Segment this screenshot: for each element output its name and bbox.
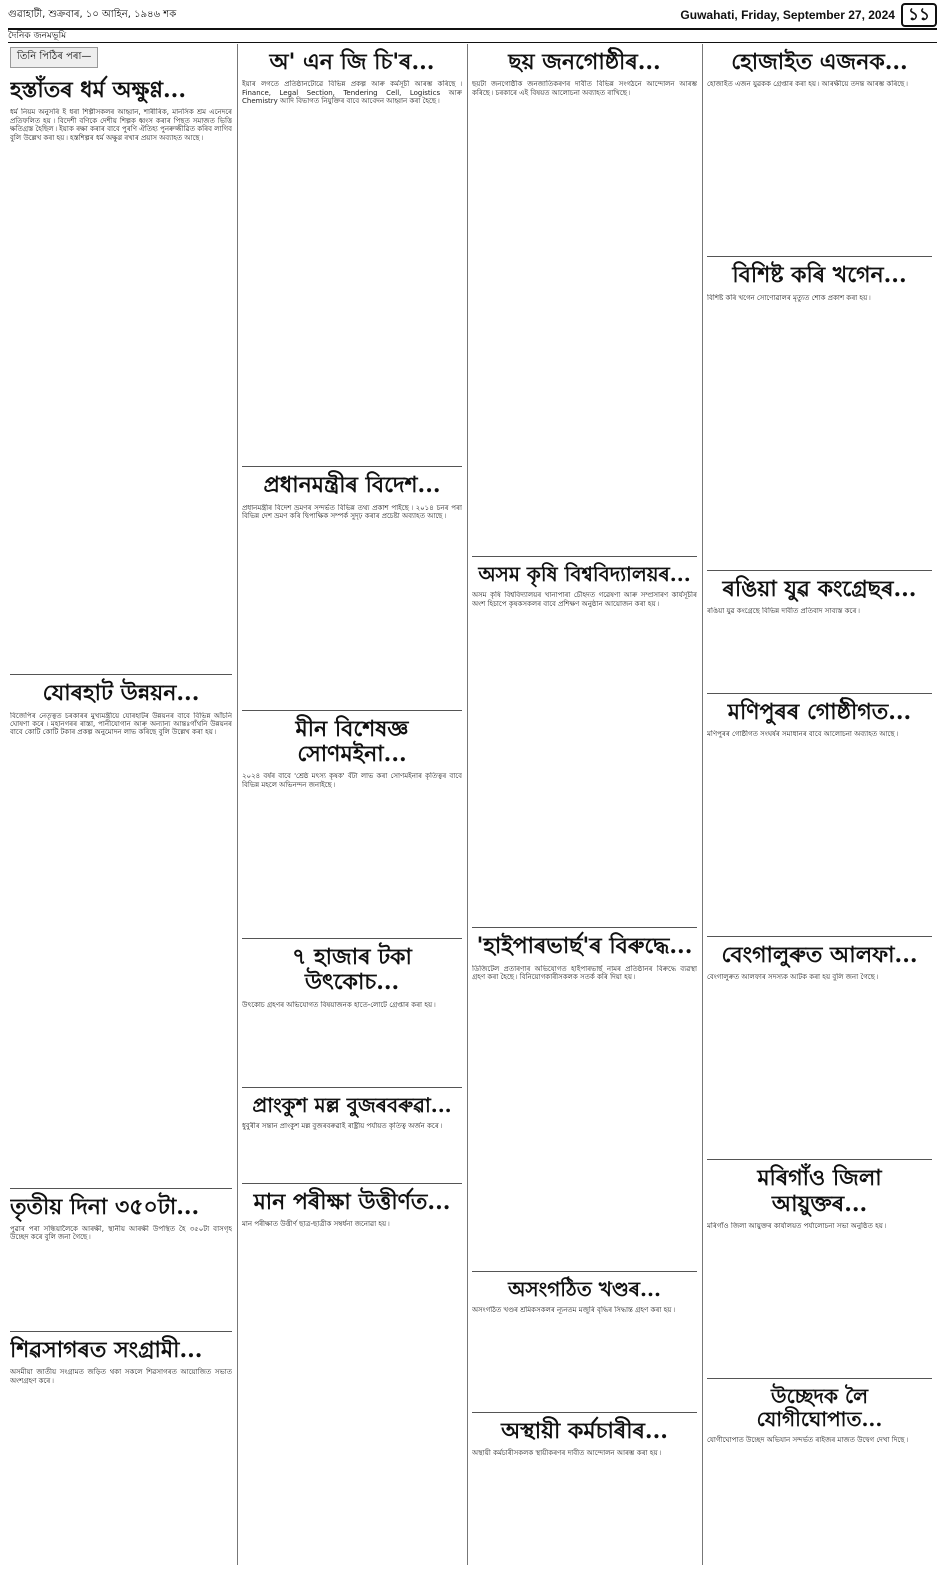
article-body-poet-khagen: বিশিষ্ট কৰি খগেন সোণোৱালৰ মৃত্যুত শোক প্ৰকাশ কৰা হয় ৷	[707, 293, 871, 302]
divider	[10, 1188, 232, 1189]
page-header	[8, 4, 937, 26]
headline-poet-khagen: বিশিষ্ট কৰি খগেন...	[732, 262, 907, 289]
headline-pm-foreign: প্ৰধানমন্ত্ৰীৰ বিদেশ...	[263, 472, 441, 499]
divider	[707, 936, 932, 937]
article-body-hojai: হোজাইত এজন যুৱকক গ্ৰেপ্তাৰ কৰা হয় ৷ আৰক্ষীয়ে তদন্ত আৰম্ভ কৰিছে ৷	[707, 80, 908, 89]
divider	[707, 693, 932, 694]
column-rule	[467, 44, 468, 1565]
publication-bar	[8, 28, 937, 43]
date-line-english-group	[680, 3, 937, 27]
article-body-manipur: মণিপুৰৰ গোষ্ঠীগত সংঘৰ্ষৰ সমাধানৰ বাবে আলোচনা অব্যাহত আছে ৷	[707, 730, 898, 739]
article-body-ongc: ইয়াৰ লগতে প্ৰতিষ্ঠানটোৱে বিভিন্ন প্ৰকল্প আৰু কৰ্মসূচী আৰম্ভ কৰিছে ৷ Finance, Legal Section, Tendering Cell, Logistics আৰু Chemistry আদি বিভাগত নিযুক্তিৰ বাবে আবেদন আহ্বান কৰা হৈছে ৷	[242, 80, 462, 106]
divider	[242, 1087, 462, 1088]
divider	[472, 927, 697, 928]
article-body-third-day: পুৱাৰ পৰা সন্ধিয়ালৈকে আৰক্ষী, স্থানীয় আৰক্ষী উপস্থিত হৈ ৩৫০টা বাসগৃহ উচ্ছেদ কৰে বুলি জনা গৈছে ৷	[10, 1224, 232, 1242]
headline-ongc: অ' এন জি চি'ৰ...	[269, 49, 435, 75]
column-rule	[702, 44, 703, 1565]
headline-bribe: ৭ হাজাৰ টকা উৎকোচ...	[292, 944, 412, 996]
headline-prankush: প্ৰাংকুশ মল্ল বুজৰবৰুৱা...	[252, 1092, 452, 1117]
column-rule	[237, 44, 238, 1565]
headline-unorganised: অসংগঠিত খণ্ডৰ...	[508, 1276, 661, 1301]
article-body-rangia-youth: ৰঙিয়া যুৱ কংগ্ৰেছে বিভিন্ন দাবীত প্ৰতিবাদ সাব্যস্ত কৰে ৷	[707, 606, 860, 615]
divider	[242, 466, 462, 467]
headline-dharma: হস্তাঁতৰ ধৰ্ম অক্ষুণ্ণ...	[10, 77, 186, 103]
headline-sivasagar: শিৱসাগৰত সংগ্ৰামী...	[10, 1336, 203, 1363]
divider	[242, 938, 462, 939]
article-body-temp-staff: অস্থায়ী কৰ্মচাৰীসকলক স্থায়ীকৰণৰ দাবীত আন্দোলন আৰম্ভ কৰা হয় ৷	[472, 1448, 661, 1457]
divider	[707, 570, 932, 571]
article-body-six-communities: ছয়টা জনগোষ্ঠীক জনজাতিকৰণৰ দাবীত বিভিন্ন সংগঠনে আন্দোলন আৰম্ভ কৰিছে ৷ চৰকাৰে এই বিষয়ত আলোচনা অব্যাহত ৰাখিছে ৷	[472, 80, 697, 97]
article-body-unorganised: অসংগঠিত খণ্ডৰ শ্ৰমিকসকলৰ ন্যূনতম মজুৰি বৃদ্ধিৰ সিদ্ধান্ত গ্ৰহণ কৰা হয় ৷	[472, 1305, 675, 1314]
article-body-jorhat: বিজেপিৰ নেতৃত্বত চৰকাৰৰ মুখ্যমন্ত্ৰীয়ে যোৰহাটৰ উন্নয়নৰ বাবে বিভিন্ন আঁচনি ঘোষণা কৰে ৷ মহানগৰৰ ৰাস্তা, পানীযোগান আৰু অন্যান্য আন্তঃগাঁথনি উন্নয়নৰ বাবে কোটি কোটি টকাৰ প্ৰকল্প অনুমোদন লাভ কৰিছে বুলি উল্লেখ কৰা হয় ৷	[10, 711, 232, 737]
divider	[707, 256, 932, 257]
headline-eviction-jogighopa: উচ্ছেদক লৈ যোগীঘোপাত...	[756, 1384, 883, 1432]
headline-six-communities: ছয় জনগোষ্ঠীৰ...	[508, 49, 661, 75]
divider	[707, 1159, 932, 1160]
divider	[242, 1183, 462, 1184]
publication-name: দৈনিক জনমভূমি	[8, 31, 67, 41]
divider	[707, 1378, 932, 1379]
headline-manipur: মণিপুৰৰ গোষ্ঠীগত...	[727, 698, 912, 725]
article-body-fish-expert: ২০২৪ বৰ্ষৰ বাবে 'শ্ৰেষ্ঠ মৎস্য কৃষক' বঁটা লাভ কৰা সোণমইনাৰ কৃতিত্বৰ বাবে বিভিন্ন মহলে অভিনন্দন জনাইছে ৷	[242, 772, 462, 789]
divider	[472, 556, 697, 557]
article-body-pm-foreign: প্ৰধানমন্ত্ৰীৰ বিদেশ ভ্ৰমণৰ সন্দৰ্ভত বিভিন্ন তথ্য প্ৰকাশ পাইছে ৷ ২০১৪ চনৰ পৰা বিভিন্ন দেশ ভ্ৰমণ কৰি দ্বিপাক্ষিক সম্পৰ্ক সুদৃঢ় কৰাৰ প্ৰচেষ্টা অব্যাহত আছে ৷	[242, 503, 462, 520]
article-body-exam: মান পৰীক্ষাত উত্তীৰ্ণ ছাত্ৰ-ছাত্ৰীক সম্বৰ্ধনা জনোৱা হয় ৷	[242, 1220, 390, 1229]
article-body-hyperverse: ডিজিটেল প্ৰতাৰণাৰ অভিযোগত হাইপাৰভাৰ্ছ নামৰ প্ৰতিষ্ঠানৰ বিৰুদ্ধে ব্যৱস্থা গ্ৰহণ কৰা হৈছে ৷ বিনিয়োগকাৰীসকলক সতৰ্ক কৰি দিয়া হয় ৷	[472, 964, 697, 981]
headline-jorhat: যোৰহাট উন্নয়ন...	[42, 680, 200, 707]
column-2	[242, 44, 462, 1565]
divider	[10, 674, 232, 675]
column-4	[707, 44, 932, 1565]
divider	[10, 1331, 232, 1332]
article-body-eviction-jogighopa: যোগীঘোপাত উচ্ছেদ অভিযান সন্দৰ্ভত ৰাইজৰ মাজত উদ্বেগ দেখা দিছে ৷	[707, 1436, 908, 1445]
article-body-bengaluru-ulfa: বেংগালুৰুত আলফাৰ সদস্যক আটক কৰা হয় বুলি জনা গৈছে ৷	[707, 973, 879, 982]
headline-agri-university: অসম কৃষি বিশ্ববিদ্যালয়ৰ...	[478, 562, 691, 587]
date-line-english: Guwahati, Friday, September 27, 2024	[680, 8, 895, 22]
continuation-kicker: তিনি পিঠিৰ পৰা—	[10, 47, 98, 68]
divider	[242, 710, 462, 711]
headline-exam: মান পৰীক্ষা উত্তীৰ্ণত...	[253, 1188, 451, 1215]
headline-rangia-youth: ৰঙিয়া যুৱ কংগ্ৰেছৰ...	[722, 575, 917, 602]
article-body-prankush: ধুবুৰীৰ সন্তান প্ৰাংকুশ মল্ল বুজৰবৰুৱাই ৰাষ্ট্ৰীয় পৰ্যায়ত কৃতিত্ব অৰ্জন কৰে ৷	[242, 1121, 443, 1130]
column-1	[10, 44, 232, 1565]
article-body-sivasagar: অসমীয়া জাতীয় সংগ্ৰামত জড়িত থকা সকলে শিৱসাগৰত আয়োজিত সভাত অংশগ্ৰহণ কৰে ৷	[10, 1368, 232, 1385]
headline-fish-expert: মীন বিশেষজ্ঞ সোণমইনা...	[295, 715, 409, 767]
page-number: ১১	[901, 3, 937, 27]
column-3	[472, 44, 697, 1565]
article-body-morigaon: মৰিগাঁও জিলা আয়ুক্তৰ কাৰ্যালয়ত পৰ্যালোচনা সভা অনুষ্ঠিত হয় ৷	[707, 1222, 887, 1231]
headline-hyperverse: 'হাইপাৰভাৰ্ছ'ৰ বিৰুদ্ধে...	[476, 933, 693, 960]
article-body-agri-university: অসম কৃষি বিশ্ববিদ্যালয়ৰ খানাপাৰা চৌহদত গৱেষণা আৰু সম্প্ৰসাৰণ কাৰ্যসূচীৰ অংশ হিচাপে কৃষকসকলৰ বাবে প্ৰশিক্ষণ অনুষ্ঠান আয়োজন কৰা হয় ৷	[472, 591, 697, 608]
date-line-assamese: গুৱাহাটী, শুক্ৰবাৰ, ১০ আহিন, ১৯৪৬ শক	[8, 8, 177, 20]
article-body-bribe: উৎকোচ গ্ৰহণৰ অভিযোগত বিষয়াজনক হাতে-লোটে গ্ৰেপ্তাৰ কৰা হয় ৷	[242, 1000, 436, 1009]
headline-morigaon: মৰিগাঁও জিলা আয়ুক্তৰ...	[757, 1165, 882, 1217]
headline-temp-staff: অস্থায়ী কৰ্মচাৰীৰ...	[501, 1417, 668, 1444]
divider	[472, 1412, 697, 1413]
headline-bengaluru-ulfa: বেংগালুৰুত আলফা...	[721, 942, 918, 969]
divider	[472, 1271, 697, 1272]
headline-hojai: হোজাইত এজনক...	[731, 49, 908, 75]
article-body-dharma: ধৰ্ম নিয়ম অনুসৰি ই ধৰা শিল্পীসকলৰ আহ্বান, শাৰীৰিক, মানসিক শ্ৰম এনেদৰে প্ৰতিফলিত হয় ৷ বিদেশী বণিকে দেশীয় শিল্পক ধ্বংস কৰাৰ পিছত সমাজত ভিত্তি ক্ষতিগ্ৰস্ত হৈছিল ৷ ইয়াক ৰক্ষা কৰাৰ বাবে পুৰণি ঐতিহ্য পুনৰুজ্জীৱিত কৰিব লাগিব বুলি উল্লেখ কৰা হয় ৷ হস্তশিল্পৰ ধৰ্ম অক্ষুণ্ণ ৰখাৰ প্ৰয়াস অব্যাহত আছে ৷	[10, 108, 232, 142]
headline-third-day: তৃতীয় দিনা ৩৫০টা...	[10, 1193, 200, 1220]
